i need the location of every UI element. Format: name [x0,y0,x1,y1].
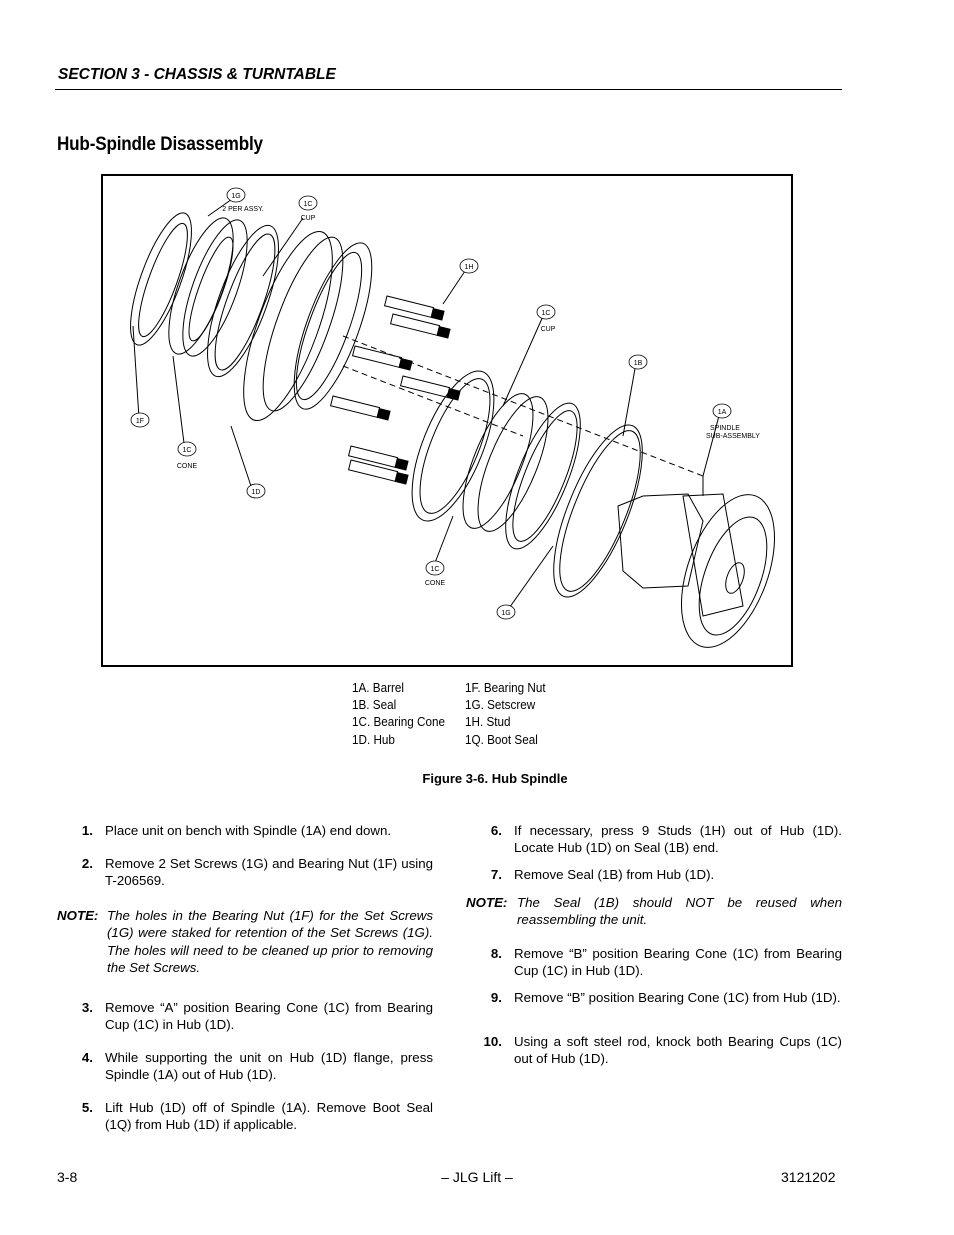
step-1: 1. Place unit on bench with Spindle (1A) end down. [81,823,392,838]
callout-1c-cone-note: CONE [176,463,198,470]
header-rule [55,89,842,90]
legend-item: 1B. Seal [352,697,397,713]
legend-item: 1D. Hub [352,731,395,747]
callout-1c-cone2: 1C [430,566,440,573]
studs-part [331,296,450,481]
legend-item: 1F. Bearing Nut [465,680,546,695]
callout-1h: 1H [464,264,474,271]
legend-item: 1G. Setscrew [465,697,536,713]
figure-caption: Figure 3-6. Hub Spindle [422,771,568,786]
legend-right [465,679,575,748]
callout-1c-cone: 1C [182,447,192,454]
callout-1g: 1G [231,193,241,200]
bearing-cone-left-part [156,211,247,361]
legend-item: 1Q. Boot Seal [465,731,538,747]
bearing-cone-right-part [449,385,547,536]
callout-1g-note: 2 PER ASSY. [222,206,264,213]
callout-1d: 1D [251,489,261,496]
callout-1f: 1F [135,418,145,425]
step-4: 4. While supporting the unit on Hub (1D) flange, press Spindle (1A) out of Hub (1D). [81,1050,433,1083]
bearing-cup-top-part [193,218,293,385]
document-number: 3121202 [781,1169,836,1185]
note-2: NOTE: The Seal (1B) should NOT be reused when reassembling the unit. [466,895,842,928]
legend-left [352,679,462,748]
step-6: 6. If necessary, press 9 Studs (1H) out of Hub (1D). Locate Hub (1D) on Seal (1B) end. [490,823,842,856]
callout-1g-bottom: 1G [501,610,511,617]
callout-1a: 1A [717,409,727,416]
legend-item: 1H. Stud [465,714,511,730]
legend-item: 1A. Barrel [352,680,405,695]
page-title: Hub-Spindle Disassembly [57,134,263,155]
callout-1c-cone2-note: CONE [424,580,446,587]
step-7: 7. Remove Seal (1B) from Hub (1D). [490,867,715,882]
note-1: NOTE: The holes in the Bearing Nut (1F) for the Set Screws (1G) were staked for retention of the Set Screws (1G). The holes will need to be cleaned up prior to removing the Set Screws. [57,908,433,975]
footer-brand: – JLG Lift – [441,1169,513,1185]
callout-1a-note2: SUB-ASSEMBLY [706,433,760,440]
legend-item: 1C. Bearing Cone [352,714,446,730]
callout-1a-note1: SPINDLE [710,425,740,432]
seal-part [491,394,596,557]
callout-1c-top: 1C [303,201,313,208]
page-number: 3-8 [57,1169,78,1185]
callout-1c-top-note: CUP [300,215,316,222]
step-9: 9. Remove “B” position Bearing Cone (1C) from Hub (1D). [490,990,841,1005]
hub-spindle-drawing [103,176,793,667]
step-5: 5. Lift Hub (1D) off of Spindle (1A). Remove Boot Seal (1Q) from Hub (1D) if applicable. [81,1100,433,1133]
section-header: SECTION 3 - CHASSIS & TURNTABLE [58,66,336,83]
hub-spindle-figure [101,174,793,667]
hub-part [226,222,351,430]
callout-1c-mid-note: CUP [540,326,556,333]
step-2: 2. Remove 2 Set Screws (1G) and Bearing Nut (1F) using T-206569. [81,856,433,889]
step-3: 3. Remove “A” position Bearing Cone (1C) from Bearing Cup (1C) in Hub (1D). [81,1000,433,1033]
callout-1c-mid: 1C [541,310,551,317]
bearing-nut-part [118,206,203,351]
step-8: 8. Remove “B” position Bearing Cone (1C) from Bearing Cup (1C) in Hub (1D). [490,946,842,979]
callout-1b: 1B [633,360,643,367]
step-10: 10. Using a soft steel rod, knock both Bearing Cups (1C) out of Hub (1D). [483,1034,842,1067]
bearing-cup-mid-part [395,361,511,532]
